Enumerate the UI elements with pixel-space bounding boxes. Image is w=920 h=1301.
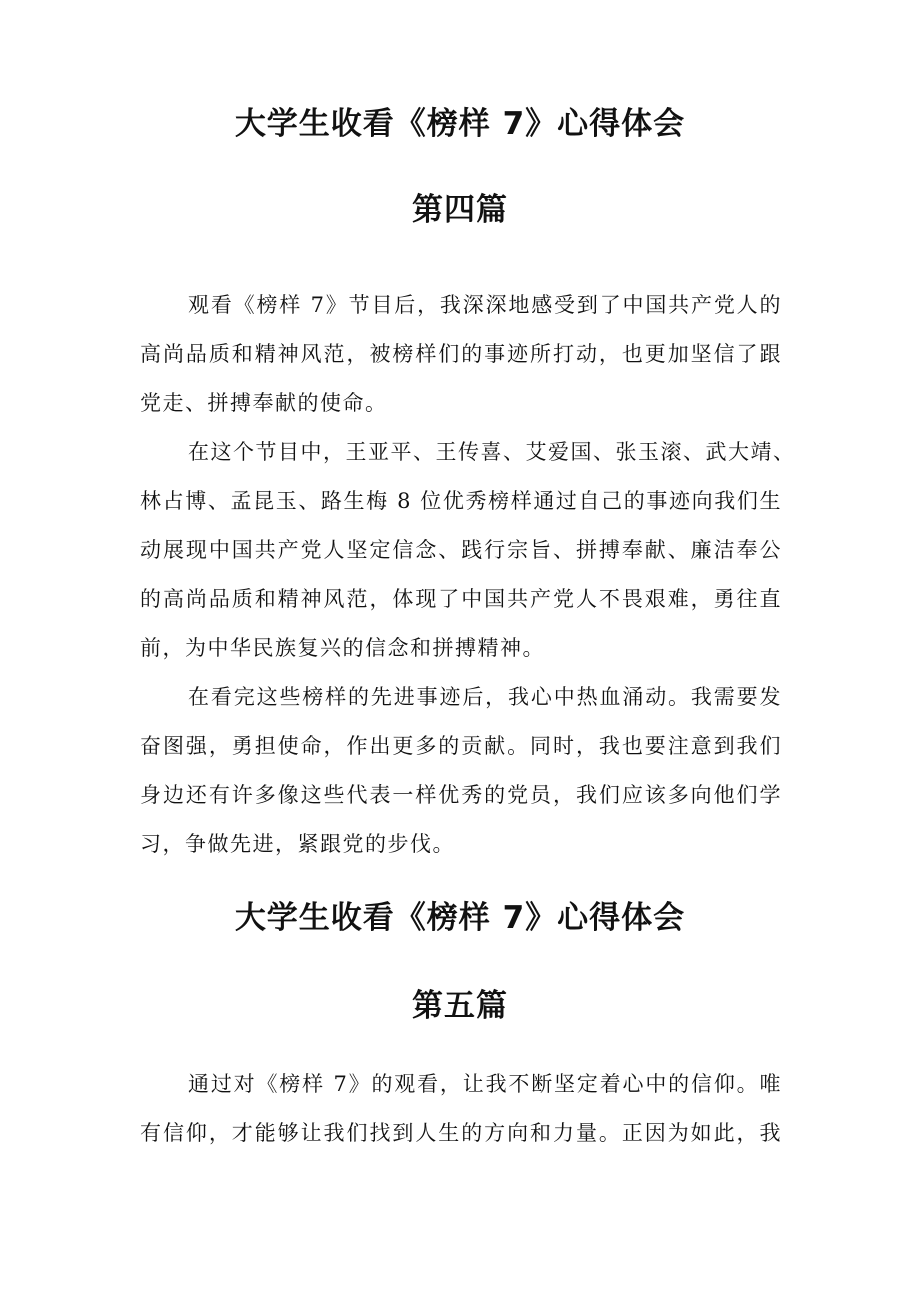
paragraph-line: 前，为中华民族复兴的信念和拼搏精神。 <box>140 636 545 660</box>
paragraph-line: 高尚品质和精神风范，被榜样们的事迹所打动，也更加坚信了跟 <box>140 342 782 366</box>
section-heading: 第五篇 <box>412 988 508 1024</box>
paragraph-line: 习，争做先进，紧跟党的步伐。 <box>140 832 455 856</box>
document-title: 大学生收看《榜样 7》心得体会 <box>234 900 686 936</box>
paragraph-line: 奋图强，勇担使命，作出更多的贡献。同时，我也要注意到我们 <box>140 734 782 758</box>
paragraph-line: 在看完这些榜样的先进事迹后，我心中热血涌动。我需要发 <box>188 685 782 709</box>
paragraph-line: 的高尚品质和精神风范，体现了中国共产党人不畏艰难，勇往直 <box>140 587 782 611</box>
paragraph-line: 林占博、孟昆玉、路生梅 8 位优秀榜样通过自己的事迹向我们生 <box>140 489 782 513</box>
paragraph <box>140 428 796 673</box>
paragraph-line: 观看《榜样 7》节目后，我深深地感受到了中国共产党人的 <box>188 293 782 317</box>
paragraph-line: 在这个节目中，王亚平、王传喜、艾爱国、张玉滚、武大靖、 <box>188 440 796 464</box>
paragraph-line: 身边还有许多像这些代表一样优秀的党员，我们应该多向他们学 <box>140 783 782 807</box>
paragraph-line: 通过对《榜样 7》的观看，让我不断坚定着心中的信仰。唯 <box>188 1072 782 1096</box>
paragraph <box>140 281 782 428</box>
section-heading: 第四篇 <box>412 192 508 228</box>
paragraph-line: 有信仰，才能够让我们找到人生的方向和力量。正因为如此，我 <box>140 1121 782 1145</box>
paragraph <box>140 1060 782 1158</box>
paragraph-line: 动展现中国共产党人坚定信念、践行宗旨、拼搏奉献、廉洁奉公 <box>140 538 782 562</box>
paragraph <box>140 673 782 869</box>
document-title: 大学生收看《榜样 7》心得体会 <box>234 106 686 142</box>
paragraph-line: 党走、拼搏奉献的使命。 <box>140 391 388 415</box>
